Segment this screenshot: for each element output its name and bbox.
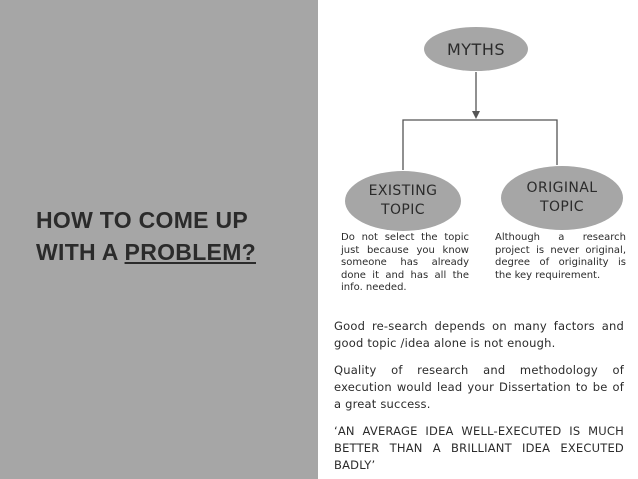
existing-topic-label <box>369 182 438 220</box>
existing-topic-line-2: TOPIC <box>381 202 425 218</box>
paragraph-good-research: Good re-search depends on many factors and good topic /idea alone is not enough. <box>334 319 624 350</box>
quote-average-idea: ‘AN AVERAGE IDEA WELL-EXECUTED IS MUCH BETTER THAN A BRILLIANT IDEA EXECUTED BADLY’ <box>334 424 624 472</box>
paragraph-quality: Quality of research and methodology of execution would lead your Dissertation to be of a great success. <box>334 363 624 411</box>
heading-line-2-prefix: WITH A <box>36 239 125 265</box>
original-topic-note: Although a research project is never original, degree of originality is the key requirement. <box>495 232 626 281</box>
heading-problem-word: PROBLEM? <box>124 239 256 265</box>
existing-topic-note: Do not select the topic just because you know someone has already done it and has all the info. needed. <box>341 232 469 294</box>
original-topic-line-2: TOPIC <box>540 199 584 215</box>
heading-line-1: HOW TO COME UP <box>36 207 249 233</box>
existing-topic-node <box>345 171 461 231</box>
myths-node <box>424 27 528 71</box>
branch-connector <box>403 120 557 170</box>
original-topic-line-1: ORIGINAL <box>526 180 598 196</box>
original-topic-label <box>527 179 598 217</box>
myths-label: MYTHS <box>446 39 506 59</box>
original-topic-node <box>501 166 623 230</box>
existing-topic-line-1: EXISTING <box>368 183 438 199</box>
